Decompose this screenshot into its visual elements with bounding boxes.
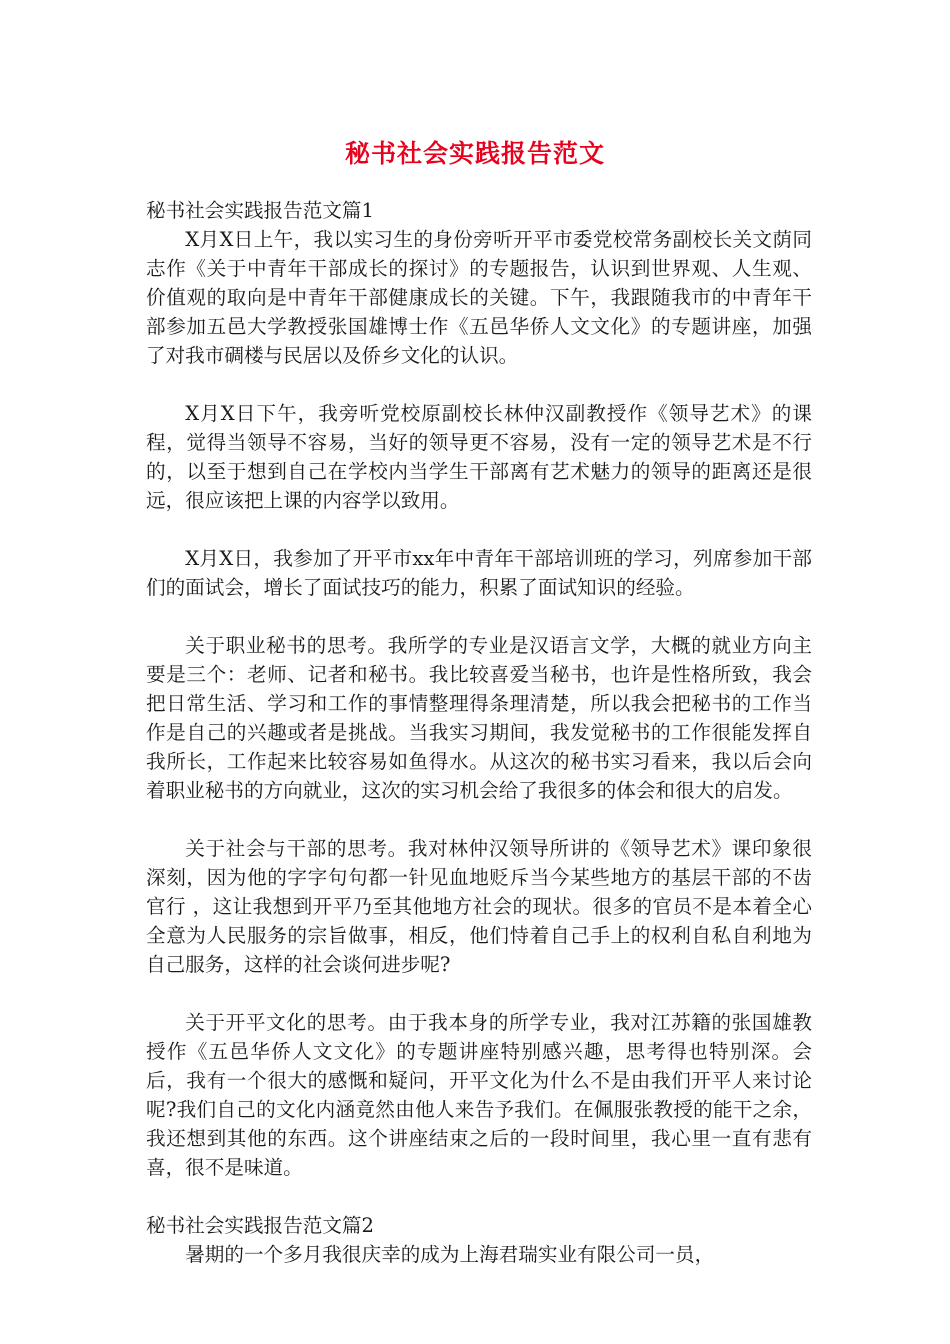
section-heading-1: 秘书社会实践报告范文篇1 (146, 199, 374, 222)
paragraph: 关于职业秘书的思考。我所学的专业是汉语言文学，大概的就业方向主要是三个：老师、记者和秘书。我比较喜爱当秘书，也许是性格所致，我会把日常生活、学习和工作的事情整理得条理清楚，所以我会把秘书的工作当作是自己的兴趣或者是挑战。当我实习期间，我发觉秘书的工作很能发挥自我所长，工作起来比较容易如鱼得水。从这次的秘书实习看来，我以后会向着职业秘书的方向就业，这次的实习机会给了我很多的体会和很大的启发。 (146, 634, 812, 802)
document-body (146, 196, 812, 1269)
paragraph: X月X日上午，我以实习生的身份旁听开平市委党校常务副校长关文荫同志作《关于中青年干部成长的探讨》的专题报告，认识到世界观、人生观、价值观的取向是中青年干部健康成长的关键。下午，我跟随我市的中青年干部参加五邑大学教授张国雄博士作《五邑华侨人文文化》的专题讲座，加强了对我市碉楼与民居以及侨乡文化的认识。 (146, 228, 812, 367)
paragraph: 暑期的一个多月我很庆幸的成为上海君瑞实业有限公司一员， (185, 1243, 715, 1266)
paragraph: X月X日下午，我旁听党校原副校长林仲汉副教授作《领导艺术》的课程，觉得当领导不容易，当好的领导更不容易，没有一定的领导艺术是不行的，以至于想到自己在学校内当学生干部离有艺术魅力的领导的距离还是很远，很应该把上课的内容学以致用。 (146, 402, 812, 512)
document-title: 秘书社会实践报告范文 (344, 139, 605, 168)
paragraph: 关于开平文化的思考。由于我本身的所学专业，我对江苏籍的张国雄教授作《五邑华侨人文文化》的专题讲座特别感兴趣，思考得也特别深。会后，我有一个很大的感慨和疑问，开平文化为什么不是由我们开平人来讨论呢?我们自己的文化内涵竟然由他人来告予我们。在佩服张教授的能干之余，我还想到其他的东西。这个讲座结束之后的一段时间里，我心里一直有悲有喜，很不是味道。 (146, 1011, 812, 1179)
paragraph: 关于社会与干部的思考。我对林仲汉领导所讲的《领导艺术》课印象很深刻，因为他的字字句句都一针见血地贬斥当今某些地方的基层干部的不齿 官行 ，这让我想到开平乃至其他地方社会的现状。很多的官员不是本着全心全意为人民服务的宗旨做事，相反，他们恃着自己手上的权利自私自利地为自己服务，这样的社会谈何进步呢? (146, 837, 812, 976)
paragraph: X月X日，我参加了开平市xx年中青年干部培训班的学习，列席参加干部们的面试会，增长了面试技巧的能力，积累了面试知识的经验。 (146, 547, 812, 599)
section-heading-2: 秘书社会实践报告范文篇2 (146, 1214, 374, 1237)
